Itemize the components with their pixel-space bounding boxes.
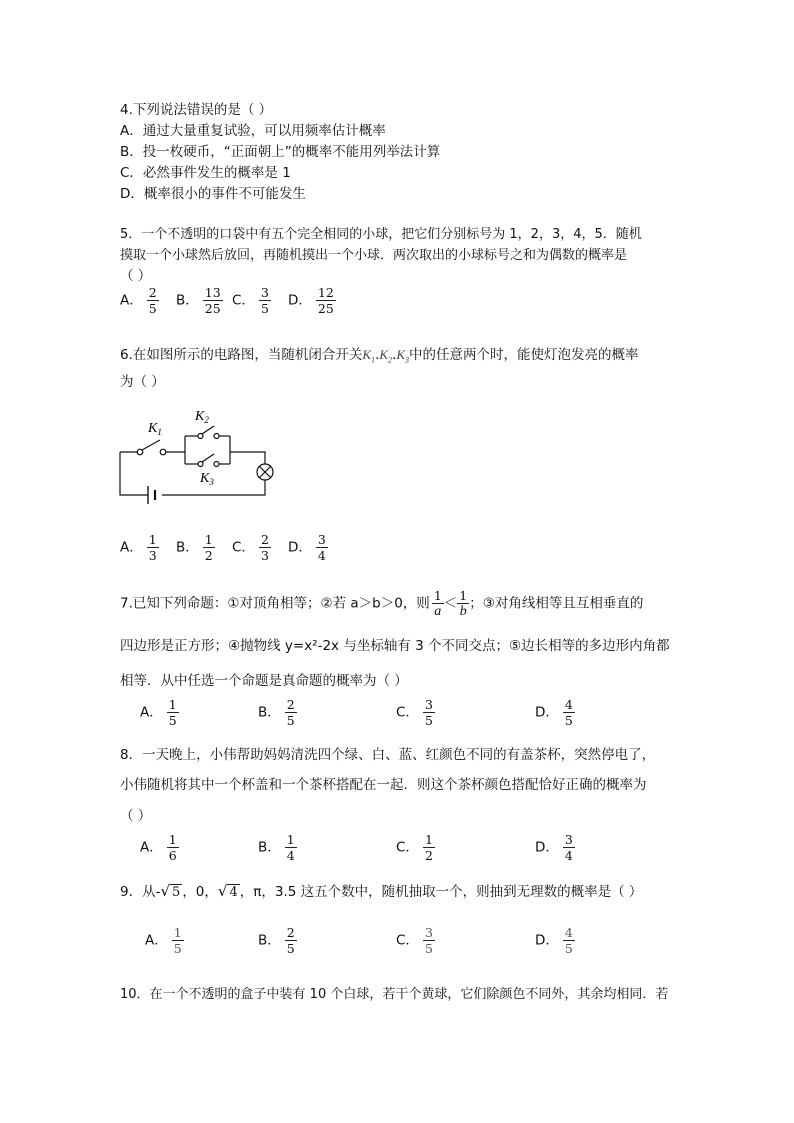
q8-line1: 8．一天晚上，小伟帮助妈妈清洗四个绿、白、蓝、红颜色不同的有盖茶杯，突然停电了， bbox=[120, 747, 656, 763]
q6-line1: 6.在如图所示的电路图，当随机闭合开关$K_1.K_2.K_3$中的任意两个时，能使灯泡发亮的概率 bbox=[120, 347, 639, 365]
q10-line1: 10．在一个不透明的盒子中装有 10 个白球，若干个黄球，它们除颜色不同外，其余均相同．若 bbox=[120, 987, 669, 1002]
circuit-wire-left bbox=[120, 452, 148, 495]
q5-option-d: D． $\frac{12}{25}$ bbox=[288, 285, 334, 316]
q8-paren: （ ） bbox=[120, 808, 152, 824]
q9-option-d: D． $\frac{4}{5}$ bbox=[535, 925, 573, 956]
q8-option-c: C． $\frac{1}{2}$ bbox=[396, 832, 433, 863]
label-k2: $K_2$ bbox=[195, 409, 209, 425]
q7-option-b: B． $\frac{2}{5}$ bbox=[258, 697, 295, 728]
switch-k1-contact2 bbox=[160, 449, 166, 455]
q8-option-b: B． $\frac{1}{4}$ bbox=[258, 832, 295, 863]
q9-option-b: B． $\frac{2}{5}$ bbox=[258, 925, 295, 956]
q4-option-c: C．必然事件发生的概率是 1 bbox=[120, 165, 291, 181]
q5-line2: 摸取一个小球然后放回，再随机摸出一个小球．两次取出的小球标号之和为偶数的概率是 bbox=[120, 248, 628, 263]
q6-option-a: A． $\frac{1}{3}$ bbox=[120, 532, 157, 563]
q5-option-c: C． $\frac{3}{5}$ bbox=[232, 285, 269, 316]
q4-option-b: B．投一枚硬币，“正面朝上”的概率不能用列举法计算 bbox=[120, 144, 441, 160]
q5-line1: 5．一个不透明的口袋中有五个完全相同的小球，把它们分别标号为 1，2，3，4，5．随机 bbox=[120, 227, 642, 242]
q6-option-c: C． $\frac{2}{3}$ bbox=[232, 532, 269, 563]
label-k1: $K_1$ bbox=[148, 421, 162, 437]
q5-paren: （ ） bbox=[120, 268, 152, 284]
sqrt-5: √ 5 bbox=[160, 882, 181, 900]
q9-option-a: A． $\frac{1}{5}$ bbox=[145, 925, 182, 956]
q9-line1: 9．从- √ 5 ，0， √ 4 ，π，3.5 这五个数中，随机抽取一个，则抽到无理数的概率是（ ） bbox=[120, 882, 643, 900]
q8-option-a: A． $\frac{1}{6}$ bbox=[140, 832, 177, 863]
circuit-diagram bbox=[110, 400, 290, 505]
q4-option-d: D．概率很小的事件不可能发生 bbox=[120, 186, 306, 202]
switch-k1-lever bbox=[142, 440, 160, 450]
q7-line3: 相等．从中任选一个命题是真命题的概率为（ ） bbox=[120, 673, 408, 689]
label-k3: $K_3$ bbox=[200, 471, 214, 487]
q7-option-c: C． $\frac{3}{5}$ bbox=[396, 697, 433, 728]
q4-option-a: A．通过大量重复试验，可以用频率估计概率 bbox=[120, 123, 386, 139]
switch-k1-contact bbox=[137, 449, 143, 455]
q6-line2: 为（ ） bbox=[120, 374, 165, 390]
q6-option-d: D． $\frac{3}{4}$ bbox=[288, 532, 326, 563]
q5-option-a: A． $\frac{2}{5}$ bbox=[120, 285, 157, 316]
sqrt-4: √ 4 bbox=[217, 882, 238, 900]
q7-option-a: A． $\frac{1}{5}$ bbox=[140, 697, 177, 728]
q5-option-b: B． $\frac{13}{25}$ bbox=[176, 285, 221, 316]
q7-line2: 四边形是正方形；④抛物线 y=x²-2x 与坐标轴有 3 个不同交点；⑤边长相等的多边形内角都 bbox=[120, 638, 670, 654]
q6-option-b: B． $\frac{1}{2}$ bbox=[176, 532, 213, 563]
q8-line2: 小伟随机将其中一个杯盖和一个茶杯搭配在一起．则这个茶杯颜色搭配恰好正确的概率为 bbox=[120, 777, 647, 793]
q8-option-d: D． $\frac{3}{4}$ bbox=[535, 832, 573, 863]
q7-line1: 7.已知下列命题：①对顶角相等；②若 a＞b＞0，则 $\frac{1}{a}$ ＜ $\frac{1}{b}$ ；③对角线相等且互相垂直的 bbox=[120, 588, 644, 619]
q7-option-d: D． $\frac{4}{5}$ bbox=[535, 697, 573, 728]
q4-stem: 4.下列说法错误的是（ ） bbox=[120, 102, 273, 118]
q9-option-c: C． $\frac{3}{5}$ bbox=[396, 925, 433, 956]
